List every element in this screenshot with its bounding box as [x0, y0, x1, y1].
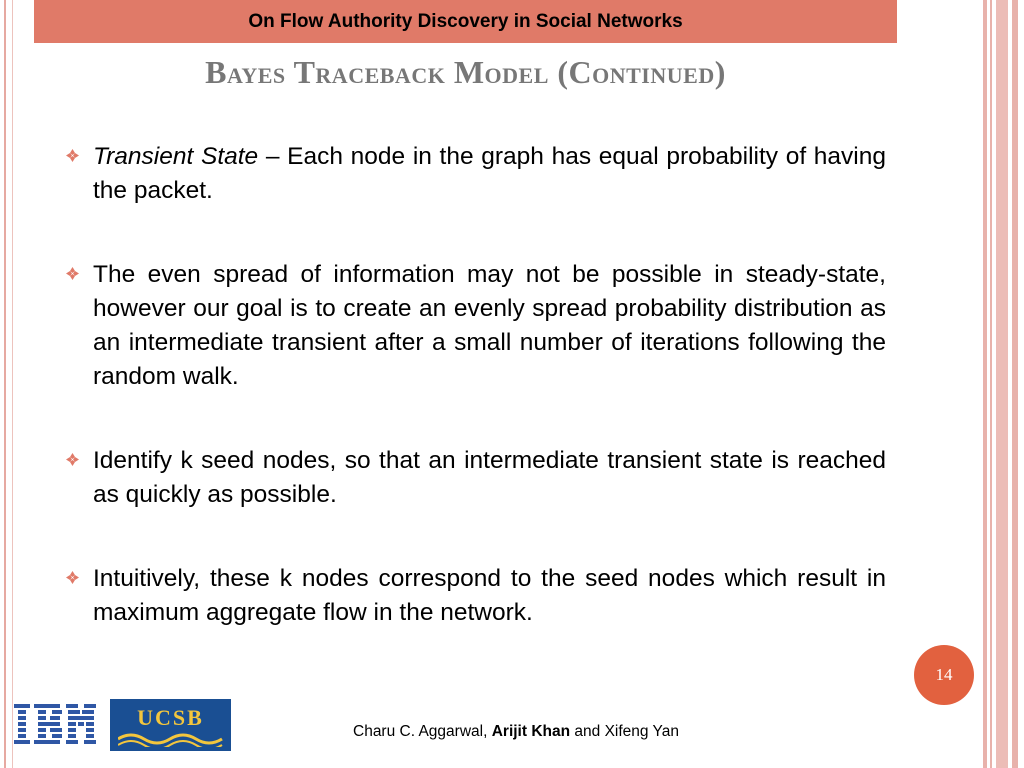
diamond-bullet-icon [66, 267, 79, 280]
bullet-item [64, 258, 886, 394]
decorative-band [990, 0, 992, 768]
bullet-list [64, 140, 886, 680]
author-name: Charu C. Aggarwal, [353, 723, 488, 740]
decorative-band [1012, 0, 1018, 768]
author-credits [353, 723, 679, 741]
wave-icon [118, 731, 223, 747]
bullet-text: Intuitively, these k nodes correspond to the seed nodes which result in maximum aggregate flow in the network. [93, 565, 886, 626]
page-number-badge [914, 645, 974, 705]
page-number: 14 [935, 665, 953, 684]
slide-title: Bayes Traceback Model (Continued) [205, 54, 726, 90]
decorative-band [983, 0, 987, 768]
header-bar [34, 0, 897, 43]
ucsb-logo [110, 699, 231, 751]
decorative-band [996, 0, 1008, 768]
diamond-bullet-icon [66, 571, 79, 584]
bullet-text: – Each node in the graph has equal probability of having the packet. [93, 143, 886, 204]
bullet-item [64, 562, 886, 630]
diamond-bullet-icon [66, 453, 79, 466]
presentation-title: On Flow Authority Discovery in Social Networks [248, 10, 683, 32]
frame-line-left-inner [12, 0, 13, 768]
ibm-logo [14, 702, 98, 746]
bullet-text: The even spread of information may not be possible in steady-state, however our goal is to create an evenly spread probability distribution as an intermediate transient after a small number of iterations following the random walk. [93, 261, 886, 390]
bullet-item [64, 140, 886, 208]
bullet-text: Identify k seed nodes, so that an intermediate transient state is reached as quickly as possible. [93, 447, 886, 508]
ucsb-logo-text: UCSB [137, 705, 204, 730]
author-name: and Xifeng Yan [574, 723, 679, 740]
bullet-term: Transient State [93, 143, 259, 170]
diamond-bullet-icon [66, 149, 79, 162]
frame-line-left [4, 0, 6, 768]
author-name-bold: Arijit Khan [491, 723, 571, 740]
bullet-item [64, 444, 886, 512]
